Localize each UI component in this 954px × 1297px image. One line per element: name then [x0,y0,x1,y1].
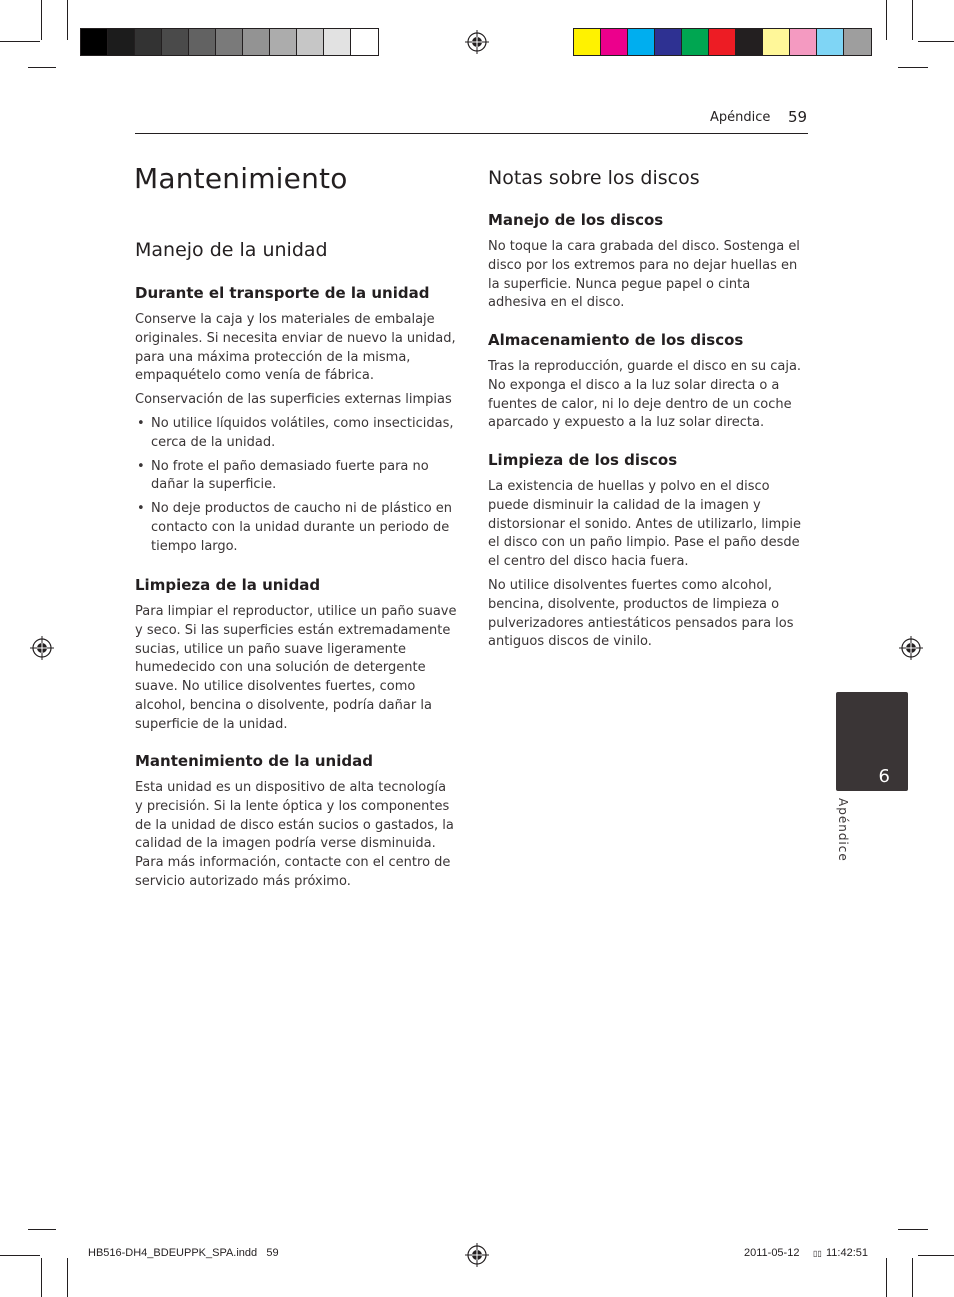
swatch [135,29,162,55]
swatch [162,29,189,55]
crop-mark [41,0,42,40]
swatch [81,29,108,55]
swatch [189,29,216,55]
list-item-text: No frote el paño demasiado fuerte para no dañar la superficie. [151,458,429,493]
crop-mark [67,0,68,40]
swatch [790,29,817,55]
registration-mark-icon [465,1243,489,1267]
slug-time: 11:42:51 [826,1247,869,1259]
swatch [216,29,243,55]
paragraph: Tras la reproducción, guarde el disco en su caja. No exponga el disco a la luz solar directa o a fuentes de calor, ni lo deje dentro de un coche aparcado y expuesto a la luz solar directa. [488,359,802,431]
crop-mark [898,67,928,68]
swatch [270,29,297,55]
swatch [574,29,601,55]
crop-mark [0,41,40,42]
registration-mark-icon [465,30,489,54]
crop-mark [918,41,954,42]
section-title-disc-notes: Notas sobre los discos [488,167,700,189]
crop-mark [912,0,913,40]
paragraph: Conserve la caja y los materiales de embalaje originales. Si necesita enviar de nuevo la unidad, para una máxima protección de la misma, empaquételo como venía de fábrica. [135,312,456,384]
swatch [324,29,351,55]
subheading-unit-cleaning: Limpieza de la unidad [135,576,321,594]
page-number: 59 [788,108,808,126]
subheading-disc-handling: Manejo de los discos [488,211,664,229]
crop-mark [886,1258,887,1297]
grayscale-color-bar [80,28,379,56]
paragraph: Esta unidad es un dispositivo de alta tecnología y precisión. Si la lente óptica y los componentes de la unidad de disco están sucios o gastados, la calidad de la imagen podría verse disminuida. Para más información, contacte con el centro de servicio autorizado más próximo. [135,780,454,889]
disc-cleaning-body [488,478,808,657]
transport-body [135,311,457,562]
crop-mark [67,1258,68,1297]
list-item-text: No deje productos de caucho ni de plástico en contacto con la unidad durante un periodo de tiempo largo. [151,501,453,554]
crop-mark [28,67,56,68]
unit-maintenance-body [135,779,457,897]
swatch [628,29,655,55]
disc-storage-body [488,358,808,438]
swatch [655,29,682,55]
swatch [108,29,135,55]
crop-mark [886,0,887,40]
paragraph: Conservación de las superficies externas limpias [135,392,452,408]
list-item-text: No utilice líquidos volátiles, como insecticidas, cerca de la unidad. [151,415,454,450]
swatch [844,29,871,55]
slug-glyph: ▯▯ [813,1249,822,1258]
swatch [601,29,628,55]
unit-cleaning-body [135,603,457,740]
subheading-unit-maintenance: Mantenimiento de la unidad [135,752,373,770]
slug-filename: HB516-DH4_BDEUPPK_SPA.indd 59 [88,1247,279,1259]
page-title: Mantenimiento [134,162,348,195]
disc-handling-body [488,238,808,318]
subheading-disc-cleaning: Limpieza de los discos [488,451,678,469]
swatch [709,29,736,55]
running-header-section: Apéndice [710,110,771,125]
process-color-bar [573,28,872,56]
subheading-transport: Durante el transporte de la unidad [135,284,430,302]
list-item [135,500,457,556]
swatch [763,29,790,55]
bullet-icon: • [137,415,145,431]
paragraph: La existencia de huellas y polvo en el disco puede disminuir la calidad de la imagen y distorsionar el sonido. Antes de utilizarlo, limpie el disco con un paño limpio. Pase el paño desde el centro del disco hacia fuera. [488,479,802,570]
crop-mark [918,1255,954,1256]
chapter-tab-label: Apéndice [836,798,850,862]
bullet-icon: • [137,501,145,517]
paragraph: No utilice disolventes fuertes como alcohol, bencina, disolvente, productos de limpieza o pulverizadores antiestáticos pensados para los antiguos discos de vinilo. [488,577,794,650]
registration-mark-icon [899,636,923,660]
crop-mark [28,1229,56,1230]
crop-mark [41,1258,42,1297]
paragraph: Para limpiar el reproductor, utilice un paño suave y seco. Si las superficies están extremadamente sucias, utilice un paño suave ligeramente humedecido con una solución de detergente suave. No utilice disolventes fuertes, como alcohol, bencina o disolvente, podría dañar la superficie de la unidad. [135,604,457,732]
subheading-disc-storage: Almacenamiento de los discos [488,331,744,349]
list-item [135,415,457,453]
bullet-icon: • [137,458,145,474]
swatch [736,29,763,55]
crop-mark [898,1229,928,1230]
crop-mark [912,1258,913,1297]
chapter-tab [836,692,908,791]
section-title-unit-handling: Manejo de la unidad [135,239,328,261]
list-item [135,458,457,496]
header-rule [135,133,808,134]
swatch [351,29,378,55]
swatch [682,29,709,55]
swatch [297,29,324,55]
bullet-list [135,415,457,557]
crop-mark [0,1255,40,1256]
paragraph: No toque la cara grabada del disco. Sostenga el disco por los extremos para no dejar huellas en la superficie. Nunca pegue papel o cinta adhesiva en el disco. [488,239,800,311]
registration-mark-icon [30,636,54,660]
swatch [817,29,844,55]
chapter-number: 6 [878,766,890,787]
swatch [243,29,270,55]
slug-date: 2011-05-12 [744,1247,800,1259]
